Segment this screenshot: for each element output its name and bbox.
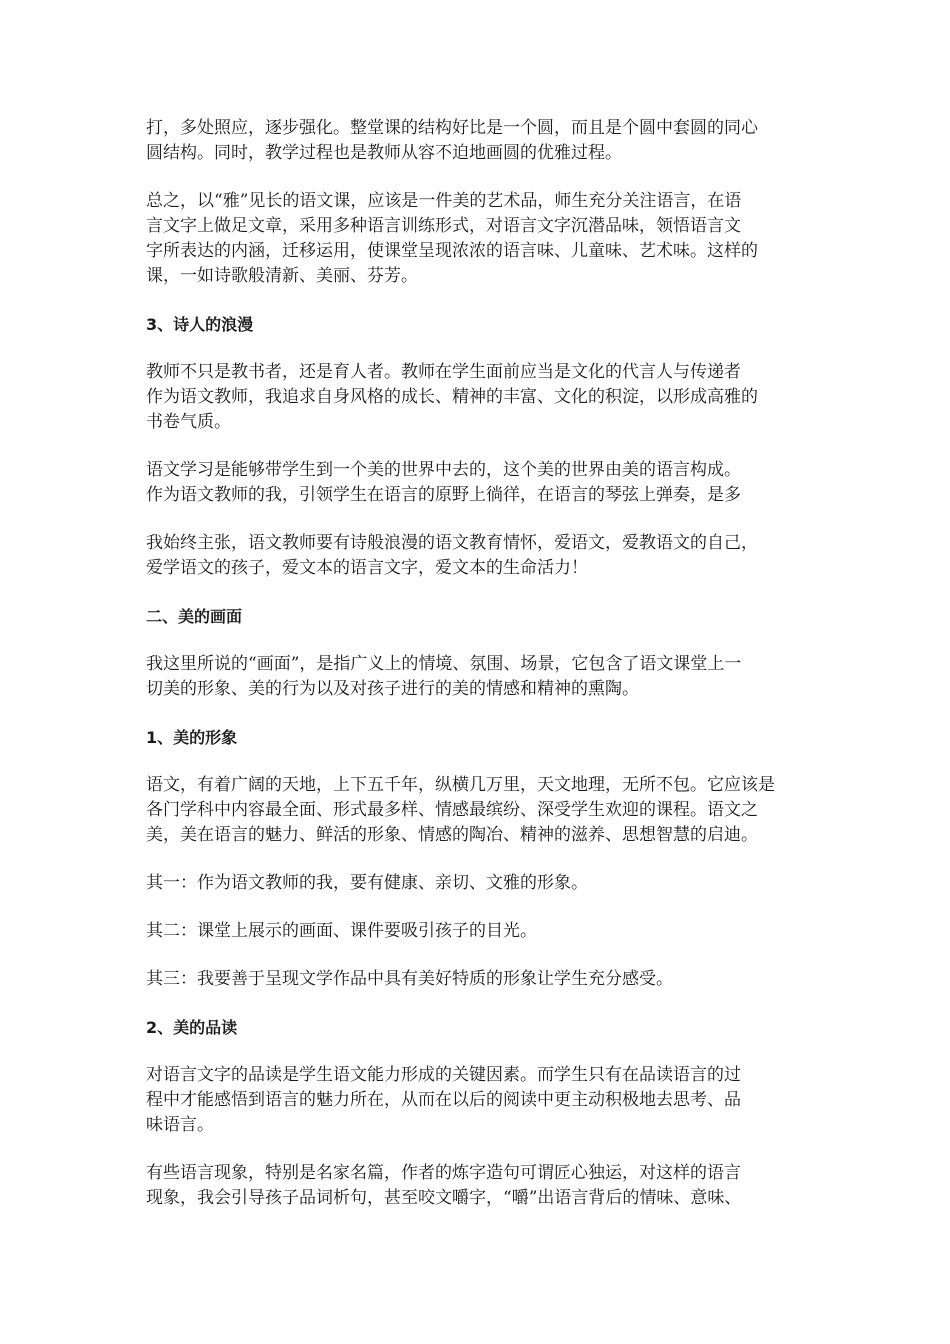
section-heading: 2、美的品读: [146, 1018, 238, 1037]
paragraph-line: 字所表达的内涵，迁移运用，使课堂呈现浓浓的语言味、儿童味、艺术味。这样的: [146, 241, 758, 261]
paragraph: [146, 773, 810, 848]
paragraph-line: 各门学科中内容最全面、形式最多样、情感最缤纷、深受学生欢迎的课程。语文之: [146, 800, 758, 820]
paragraph-line: 其二：课堂上展示的画面、课件要吸引孩子的目光。: [146, 921, 537, 941]
paragraph-line: 切美的形象、美的行为以及对孩子进行的美的情感和精神的熏陶。: [146, 679, 639, 699]
paragraph: [146, 871, 810, 896]
paragraph-line: 总之，以“雅”见长的语文课，应该是一件美的艺术品，师生充分关注语言，在语: [146, 191, 742, 211]
paragraph-line: 作为语文教师的我，引领学生在语言的原野上徜徉，在语言的琴弦上弹奏，是多: [146, 485, 741, 505]
paragraph-line: 语文，有着广阔的天地，上下五千年，纵横几万里，天文地理，无所不包。它应该是: [146, 775, 775, 795]
paragraph-line: 美，美在语言的魅力、鲜活的形象、情感的陶冶、精神的滋养、思想智慧的启迪。: [146, 825, 758, 845]
paragraph-line: 对语言文字的品读是学生语文能力形成的关键因素。而学生只有在品读语言的过: [146, 1065, 741, 1085]
paragraph: [146, 919, 810, 944]
paragraph-line: 书卷气质。: [146, 412, 231, 432]
paragraph-line: 语文学习是能够带学生到一个美的世界中去的，这个美的世界由美的语言构成。: [146, 460, 741, 480]
paragraph-line: 打，多处照应，逐步强化。整堂课的结构好比是一个圆，而且是个圆中套圆的同心: [146, 118, 758, 138]
paragraph-line: 现象，我会引导孩子品词析句，甚至咬文嚼字，“嚼”出语言背后的情味、意味、: [146, 1188, 742, 1208]
paragraph: [146, 1063, 810, 1138]
paragraph: [146, 360, 810, 435]
section-heading: 3、诗人的浪漫: [146, 315, 254, 334]
paragraph-line: 味语言。: [146, 1115, 214, 1135]
paragraph-line: 我这里所说的“画面”，是指广义上的情境、氛围、场景，它包含了语文课堂上一: [146, 654, 742, 674]
section-heading: 1、美的形象: [146, 728, 238, 747]
document-page: [146, 116, 810, 1234]
paragraph-line: 言文字上做足文章，采用多种语言训练形式，对语言文字沉潜品味，领悟语言文: [146, 216, 741, 236]
document-body: [146, 116, 810, 1211]
paragraph-line: 课，一如诗歌般清新、美丽、芬芳。: [146, 266, 418, 286]
paragraph-line: 教师不只是教书者，还是育人者。教师在学生面前应当是文化的代言人与传递者: [146, 362, 741, 382]
paragraph: [146, 967, 810, 992]
paragraph-line: 有些语言现象，特别是名家名篇，作者的炼字造句可谓匠心独运，对这样的语言: [146, 1163, 741, 1183]
paragraph-line: 程中才能感悟到语言的魅力所在，从而在以后的阅读中更主动积极地去思考、品: [146, 1090, 741, 1110]
paragraph: [146, 116, 810, 166]
paragraph-line: 爱学语文的孩子，爱文本的语言文字，爱文本的生命活力！: [146, 558, 588, 578]
paragraph: [146, 652, 810, 702]
paragraph-line: 其一：作为语文教师的我，要有健康、亲切、文雅的形象。: [146, 873, 588, 893]
paragraph: [146, 531, 810, 581]
paragraph-line: 圆结构。同时，教学过程也是教师从容不迫地画圆的优雅过程。: [146, 143, 622, 163]
paragraph-line: 作为语文教师，我追求自身风格的成长、精神的丰富、文化的积淀，以形成高雅的: [146, 387, 758, 407]
paragraph-line: 其三：我要善于呈现文学作品中具有美好特质的形象让学生充分感受。: [146, 969, 673, 989]
paragraph: [146, 1161, 810, 1211]
paragraph: [146, 189, 810, 289]
section-heading: 二、美的画面: [146, 607, 243, 626]
paragraph: [146, 458, 810, 508]
paragraph-line: 我始终主张，语文教师要有诗般浪漫的语文教育情怀，爱语文，爱教语文的自己，: [146, 533, 758, 553]
